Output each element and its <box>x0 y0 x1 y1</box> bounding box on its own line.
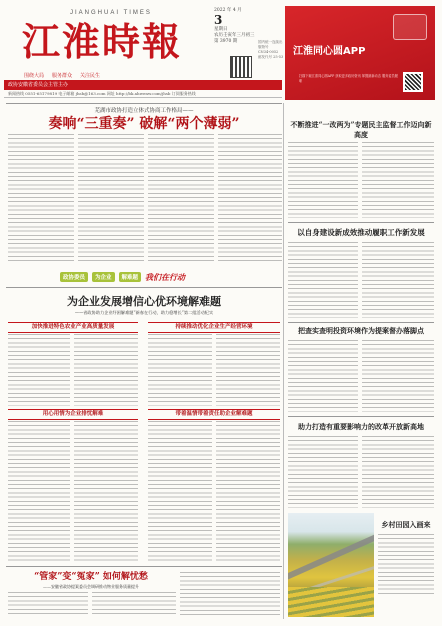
feature-body <box>216 334 280 406</box>
feature-section-title: 持续推动优化企业生产经营环境 <box>148 322 280 333</box>
lead-body-col4 <box>218 134 282 262</box>
slogan: 围绕大局 <box>24 73 45 79</box>
photo-caption <box>378 520 434 594</box>
banner-tag: 为企业 <box>92 272 115 282</box>
issue-year-month: 2022 年 4 月 <box>214 8 242 13</box>
qr-code-icon <box>230 56 252 78</box>
banner-tag: 政协委员 <box>60 272 88 282</box>
feature-body <box>74 421 138 561</box>
publisher-bar: 政协安徽省委员会主管主办 <box>4 80 282 90</box>
photo-caption-body <box>378 534 434 594</box>
feature-body <box>148 334 212 406</box>
banner-tag: 解难题 <box>119 272 142 282</box>
bottom-headline: “管家”变“冤家” 如何解忧愁 <box>34 572 148 582</box>
feature-headline: 为企业发展增信心优环境解难题 <box>67 295 221 308</box>
lead-kicker: 芜湖市政协打造立体式协商工作格局—— <box>94 108 194 114</box>
right-story2-body <box>288 242 358 318</box>
divider <box>288 416 434 417</box>
right-story3-body <box>362 340 434 412</box>
lead-body-col1 <box>8 134 74 262</box>
slogan: 关注民生 <box>80 73 101 79</box>
right-story4-body <box>288 436 358 508</box>
info-bar: 新闻热线 0551-65179819 电子邮箱 jhsb@163.com 网址 http://bk.ahwenw.com/jhsb 订阅服务热线 <box>4 90 282 98</box>
feature-subhead: ——省政协助力企业纾困解难题“新春在行动，助力稳增长”第二组活动纪实 <box>74 310 214 315</box>
lead-headline: 奏响“三重奏” 破解“两个薄弱” <box>48 116 240 132</box>
feature-section-title: 带着温情带着责任助企业解难题 <box>148 409 280 420</box>
divider <box>6 287 282 288</box>
lead-body-col3 <box>148 134 214 262</box>
right-story2-headline: 以自身建设新成效推动履职工作新发展 <box>297 228 425 237</box>
issue-day: 3 <box>214 13 223 27</box>
divider <box>6 103 282 104</box>
column-divider <box>283 103 284 619</box>
feature-body <box>74 334 138 406</box>
right-story1-headline: 不断推进“一改两为”专题民主监督工作迈向新高度 <box>290 120 432 139</box>
issue-number: 第 3970 期 <box>214 39 238 44</box>
issue-lunar: 农历壬寅年三月初三 <box>214 33 255 38</box>
campaign-banner <box>60 270 210 284</box>
publication-codes <box>258 40 284 60</box>
masthead-pinyin: JIANGHUAI TIMES <box>70 10 152 16</box>
postal-code: 邮发代号 25-53 <box>258 55 284 59</box>
feature-body <box>216 421 280 561</box>
app-advertisement[interactable] <box>285 6 435 100</box>
right-story1-body <box>362 142 434 218</box>
right-story3-body <box>288 340 358 412</box>
photo-rapeseed-field <box>288 587 374 617</box>
code-label: 国内统一连续出版物号 <box>258 40 283 49</box>
bottom-body <box>92 592 176 616</box>
feature-section-title: 用心用情为企业排忧解难 <box>8 409 138 420</box>
app-logo-icon <box>393 14 427 40</box>
bottom-body <box>180 572 280 616</box>
right-story3-headline: 把查实查明投资环境作为提案督办落脚点 <box>298 326 424 335</box>
issue-weekday: 星期日 <box>214 27 228 32</box>
right-story2-body <box>362 242 434 318</box>
right-story1-body <box>288 142 358 218</box>
feature-body <box>148 421 212 561</box>
photo-caption-title: 乡村田园入画来 <box>381 520 431 529</box>
rural-landscape-photo <box>288 513 374 617</box>
feature-section-title: 加快推进特色农业产业高质量发展 <box>8 322 138 333</box>
bottom-body <box>8 592 88 616</box>
right-story4-headline: 助力打造有重要影响力的改革开放新高地 <box>298 422 424 431</box>
divider <box>6 566 282 567</box>
slogan: 服务群众 <box>52 73 73 79</box>
right-story4-body <box>362 436 434 508</box>
cn-code: CN34-0052 <box>258 50 279 54</box>
divider <box>288 222 434 223</box>
banner-title: 我们在行动 <box>145 272 186 282</box>
ad-text: 扫描下载江淮同心圆APP 获取更多政协资讯 掌握最新动态 服务委员履职 <box>299 74 398 83</box>
ad-qr-code-icon <box>403 72 423 92</box>
feature-body <box>8 334 70 406</box>
lead-body-col2 <box>78 134 144 262</box>
masthead-title: 江淮時報 <box>22 19 183 64</box>
masthead-slogans <box>24 72 100 79</box>
ad-title: 江淮同心圆APP <box>293 46 366 57</box>
feature-body <box>8 421 70 561</box>
divider <box>288 322 434 323</box>
bottom-subhead: ——安徽省政协提案委员会调研推动物业服务质量提升 <box>43 584 139 589</box>
